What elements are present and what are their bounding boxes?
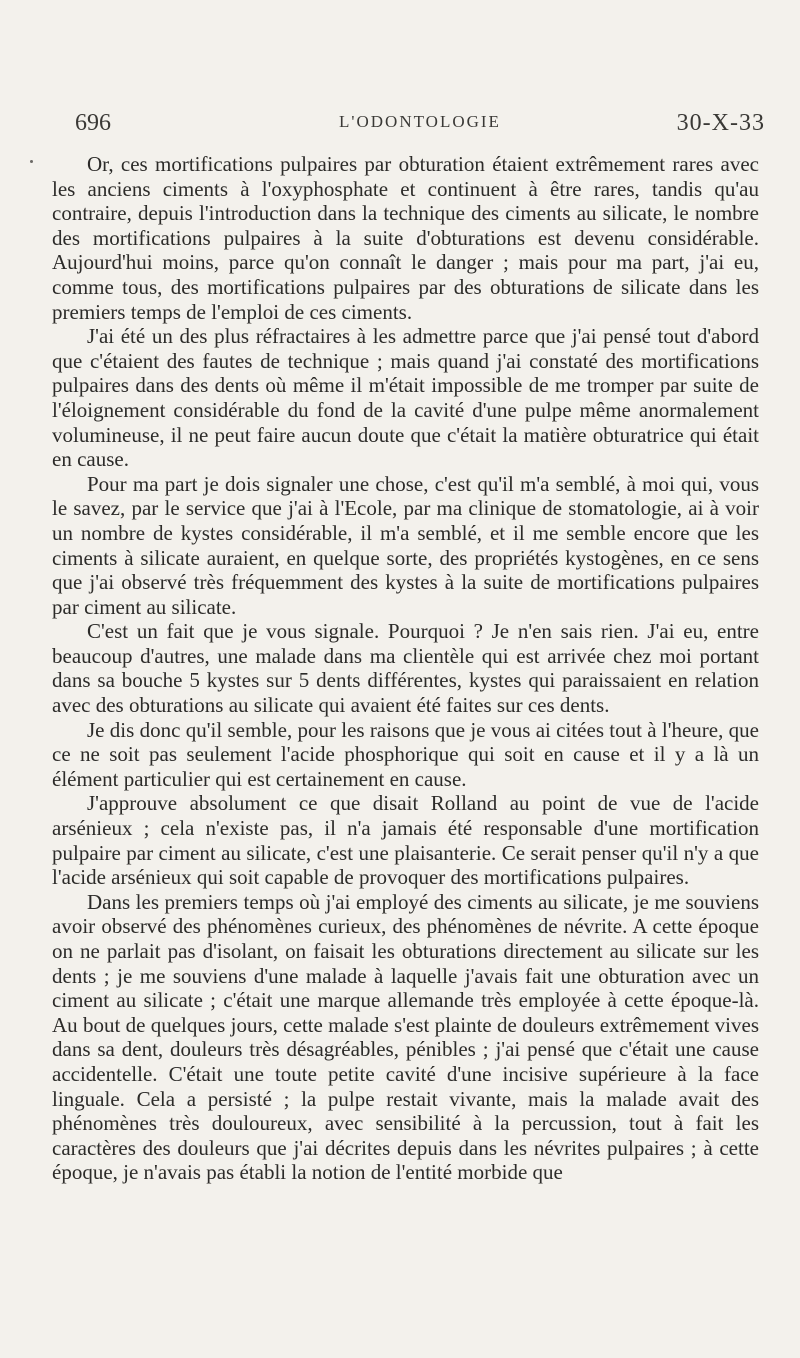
paragraph: Pour ma part je dois signaler une chose, c'est qu'il m'a semblé, à moi qui, vous le savez, par le service que j'ai à l'Ecole, par ma clinique de stomatologie, ai à voir un nombre de kystes considérable, il m'a semblé, et il me semble encore que les ciments à silicate auraient, en quelque sorte, des propriétés kystogènes, en ce sens que j'ai observé très fréquemment des kystes à la suite de mortifications pulpaires par ciment au silicate. — [52, 471, 759, 619]
page-number: 696 — [75, 110, 111, 136]
paragraph: Or, ces mortifications pulpaires par obturation étaient extrêmement rares avec les anciens ciments à l'oxyphosphate et continuent à être rares, tandis qu'au contraire, depuis l'introduction dans la technique des ciments au silicate, le nombre des mortifications pulpaires à la suite d'obturations est devenu considérable. Aujourd'hui moins, parce qu'on connaît le danger ; mais pour ma part, j'ai eu, comme tous, des mortifications pulpaires par des obturations de silicate dans les premiers temps de l'emploi de ces ciments. — [52, 152, 759, 324]
paragraph: Dans les premiers temps où j'ai employé des ciments au silicate, je me souviens avoir observé des phénomènes curieux, des phénomènes de névrite. A cette époque on ne parlait pas d'isolant, on faisait les obturations directement au silicate sur les dents ; je me souviens d'une malade à laquelle j'avais fait une obturation avec un ciment au silicate ; c'était une marque allemande très employée à cette époque-là. Au bout de quelques jours, cette malade s'est plainte de douleurs extrêmement vives dans sa dent, douleurs très désagréables, pénibles ; j'ai pensé que c'était une cause accidentelle. C'était une toute petite cavité d'une incisive supérieure à la face linguale. Cela a persisté ; la pulpe restait vivante, mais la malade avait des phénomènes très douloureux, avec sensibilité à la percussion, tout à fait les caractères des douleurs que j'ai décrites depuis dans les névrites pulpaires ; à cette époque, je n'avais pas établi la notion de l'entité morbide que — [52, 889, 759, 1185]
margin-mark — [30, 160, 33, 163]
running-head — [75, 110, 765, 140]
journal-title: L'ODONTOLOGIE — [339, 112, 501, 131]
paragraph: J'approuve absolument ce que disait Rolland au point de vue de l'acide arsénieux ; cela n'existe pas, il n'a jamais été responsable d'une mortification pulpaire par ciment au silicate, c'est une plaisanterie. Ce serait penser qu'il n'y a que l'acide arsénieux qui soit capable de provoquer des mortifications pulpaires. — [52, 791, 759, 890]
issue-date: 30-X-33 — [676, 110, 765, 136]
paragraph: Je dis donc qu'il semble, pour les raisons que je vous ai citées tout à l'heure, que ce ne soit pas seulement l'acide phosphorique qui soit en cause et il y a là un élément particulier qui est certainement en cause. — [52, 717, 759, 791]
paragraph: C'est un fait que je vous signale. Pourquoi ? Je n'en sais rien. J'ai eu, entre beaucoup d'autres, une malade dans ma clientèle qui est arrivée chez moi portant dans sa bouche 5 kystes sur 5 dents différentes, kystes qui paraissaient en relation avec des obturations au silicate qui avaient été faites sur ces dents. — [52, 619, 759, 718]
body-text — [52, 152, 759, 1185]
paragraph: J'ai été un des plus réfractaires à les admettre parce que j'ai pensé tout d'abord que c'étaient des fautes de technique ; mais quand j'ai constaté des mortifications pulpaires dans des dents où même il m'était impossible de me tromper par suite de l'éloignement considérable du fond de la cavité d'une pulpe même anormalement volumineuse, il ne peut faire aucun doute que c'était la matière obturatrice qui était en cause. — [52, 324, 759, 472]
